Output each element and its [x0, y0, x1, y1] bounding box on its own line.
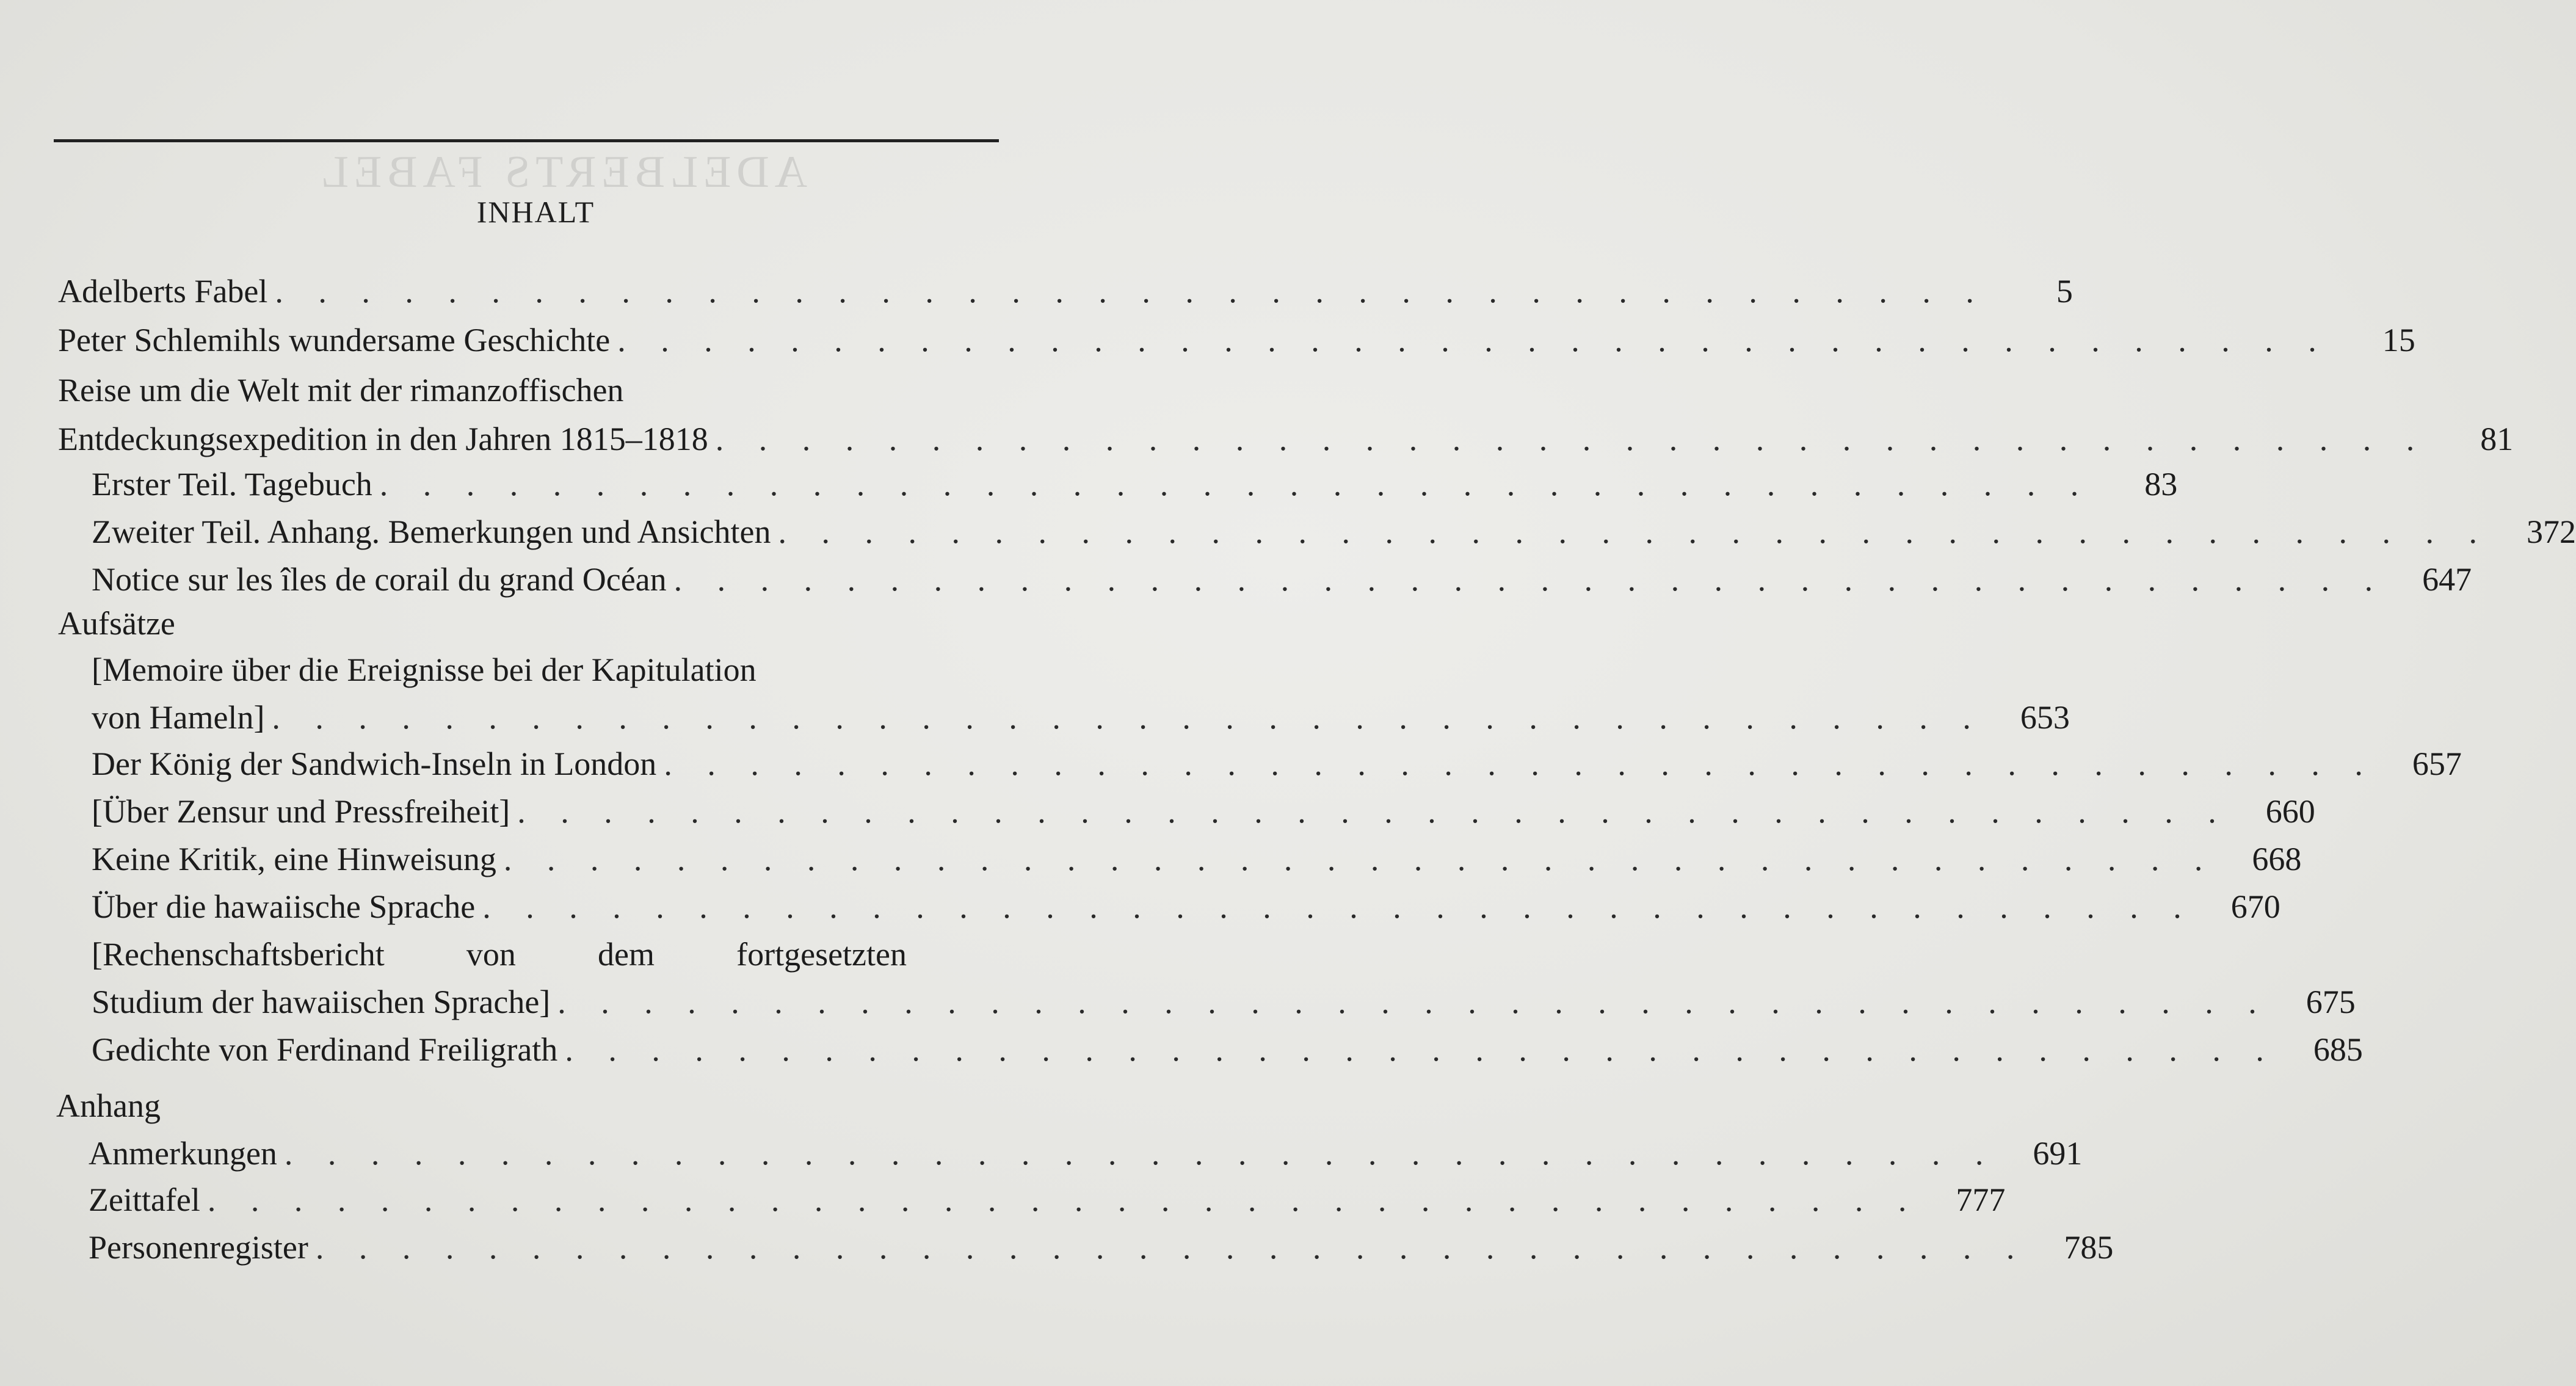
- dot-leader: . . . . . . . . . . . . . . . . . . . . . . . . . . . . . . . . . . . . . . . .: [284, 1135, 1997, 1172]
- toc-section-title: Anhang: [56, 1087, 161, 1124]
- toc-section-heading: [56, 1086, 161, 1126]
- toc-entry: [92, 791, 2315, 832]
- toc-entry-page: 647: [2422, 561, 2472, 598]
- toc-entry-line: [58, 370, 623, 410]
- toc-entry-page: 15: [2382, 322, 2415, 358]
- toc-entry: [58, 419, 2514, 459]
- toc-entry-title: Personenregister: [89, 1229, 308, 1266]
- toc-entry-page: 5: [2056, 273, 2073, 310]
- dot-leader: . . . . . . . . . . . . . . . . . . . . . . . . . . . . . . . . . . . . . . . .: [715, 421, 2428, 457]
- dot-leader: . . . . . . . . . . . . . . . . . . . . . . . . . . . . . . . . . . . . . . . .: [315, 1229, 2028, 1266]
- dot-leader: . . . . . . . . . . . . . . . . . . . . . . . . . . . . . . . . . . . . . . . .: [557, 984, 2270, 1020]
- toc-entry: [92, 559, 2472, 600]
- toc-entry-line: [92, 934, 907, 974]
- toc-section-heading: [58, 603, 175, 644]
- dot-leader: . . . . . . . . . . . . . . . . . . . . . . . . . . . . . . . . . . . . . . . .: [565, 1031, 2277, 1068]
- toc-entry: [92, 982, 2356, 1022]
- toc-entry-title: Anmerkungen: [89, 1135, 277, 1172]
- dot-leader: . . . . . . . . . . . . . . . . . . . . . . . . . . . . . . . . . . . . . . . .: [272, 699, 1984, 736]
- toc-entry-title: Adelberts Fabel: [58, 273, 268, 310]
- toc-entry-title: Notice sur les îles de corail du grand Océan: [92, 561, 667, 598]
- dot-leader: . . . . . . . . . . . . . . . . . . . . . . . . . . . . . . . . . . . . . . . .: [517, 793, 2230, 830]
- toc-entry-title: Keine Kritik, eine Hinweisung: [92, 841, 496, 877]
- title-word: fortgesetzten: [736, 936, 907, 973]
- top-rule: [54, 139, 999, 142]
- show-through-text: ADELBERTS FABEL: [315, 147, 808, 197]
- toc-entry-page: 675: [2306, 984, 2356, 1020]
- dot-leader: . . . . . . . . . . . . . . . . . . . . . . . . . . . . . . . . . . . . . . . .: [482, 888, 2195, 925]
- toc-entry-page: 83: [2144, 466, 2178, 503]
- dot-leader: . . . . . . . . . . . . . . . . . . . . . . . . . . . . . . . . . . . . . . . .: [275, 273, 1987, 310]
- dot-leader: . . . . . . . . . . . . . . . . . . . . . . . . . . . . . . . . . . . . . . . .: [617, 322, 2330, 358]
- toc-entry-page: 660: [2265, 793, 2315, 830]
- toc-entry-page: 372: [2526, 513, 2576, 550]
- toc-entry-page: 685: [2313, 1031, 2363, 1068]
- toc-entry: [58, 320, 2415, 360]
- toc-entry-page: 657: [2412, 746, 2462, 782]
- dot-leader: . . . . . . . . . . . . . . . . . . . . . . . . . . . . . . . . . . . . . . . .: [778, 513, 2491, 550]
- toc-entry-page: 668: [2252, 841, 2302, 877]
- toc-entry-title: Der König der Sandwich-Inseln in London: [92, 746, 657, 782]
- title-word: [Rechenschaftsbericht: [92, 936, 385, 973]
- toc-entry-page: 777: [1956, 1181, 2006, 1218]
- toc-entry-page: 691: [2033, 1135, 2083, 1172]
- toc-entry-title: Zeittafel: [89, 1181, 200, 1218]
- toc-entry: [89, 1227, 2114, 1268]
- toc-entry-title-justified: [92, 934, 907, 974]
- toc-entry: [92, 697, 2070, 738]
- toc-entry-title: Studium der hawaiischen Sprache]: [92, 984, 551, 1020]
- toc-entry-title: Erster Teil. Tagebuch: [92, 466, 372, 503]
- toc-entry-title: Peter Schlemihls wundersame Geschichte: [58, 322, 611, 358]
- toc-entry: [89, 1180, 2006, 1220]
- title-word: dem: [598, 936, 655, 973]
- toc-entry-title: [Memoire über die Ereignisse bei der Kapitulation: [92, 651, 756, 688]
- toc-entry-page: 653: [2020, 699, 2070, 736]
- toc-entry: [89, 1133, 2083, 1174]
- title-word: von: [466, 936, 516, 973]
- dot-leader: . . . . . . . . . . . . . . . . . . . . . . . . . . . . . . . . . . . . . . . .: [673, 561, 2387, 598]
- toc-entry-page: 81: [2480, 421, 2514, 457]
- toc-entry-line: [92, 650, 756, 690]
- toc-entry-title: Über die hawaiische Sprache: [92, 888, 476, 925]
- dot-leader: . . . . . . . . . . . . . . . . . . . . . . . . . . . . . . . . . . . . . . . .: [207, 1181, 1920, 1218]
- toc-entry-page: 670: [2230, 888, 2280, 925]
- toc-entry: [92, 464, 2178, 504]
- toc-entry: [92, 887, 2280, 927]
- page-title: INHALT: [476, 195, 595, 229]
- toc-entry-title: Gedichte von Ferdinand Freiligrath: [92, 1031, 558, 1068]
- toc-entry: [92, 744, 2462, 784]
- toc-entry-title: Reise um die Welt mit der rimanzoffischen: [58, 372, 624, 408]
- toc-entry: [92, 839, 2302, 879]
- toc-entry-page: 785: [2064, 1229, 2114, 1266]
- toc-entry-title: von Hameln]: [92, 699, 265, 736]
- dot-leader: . . . . . . . . . . . . . . . . . . . . . . . . . . . . . . . . . . . . . . . .: [503, 841, 2216, 877]
- dot-leader: . . . . . . . . . . . . . . . . . . . . . . . . . . . . . . . . . . . . . . . .: [379, 466, 2092, 503]
- toc-entry-title: Zweiter Teil. Anhang. Bemerkungen und Ansichten: [92, 513, 771, 550]
- dot-leader: . . . . . . . . . . . . . . . . . . . . . . . . . . . . . . . . . . . . . . . .: [664, 746, 2376, 782]
- toc-entry-title: [Über Zensur und Pressfreiheit]: [92, 793, 510, 830]
- toc-entry: [92, 1029, 2363, 1070]
- toc-section-title: Aufsätze: [58, 605, 175, 642]
- toc-entry-title: Entdeckungsexpedition in den Jahren 1815–1818: [58, 421, 708, 457]
- toc-entry: [58, 271, 2073, 311]
- toc-entry: [92, 512, 2576, 552]
